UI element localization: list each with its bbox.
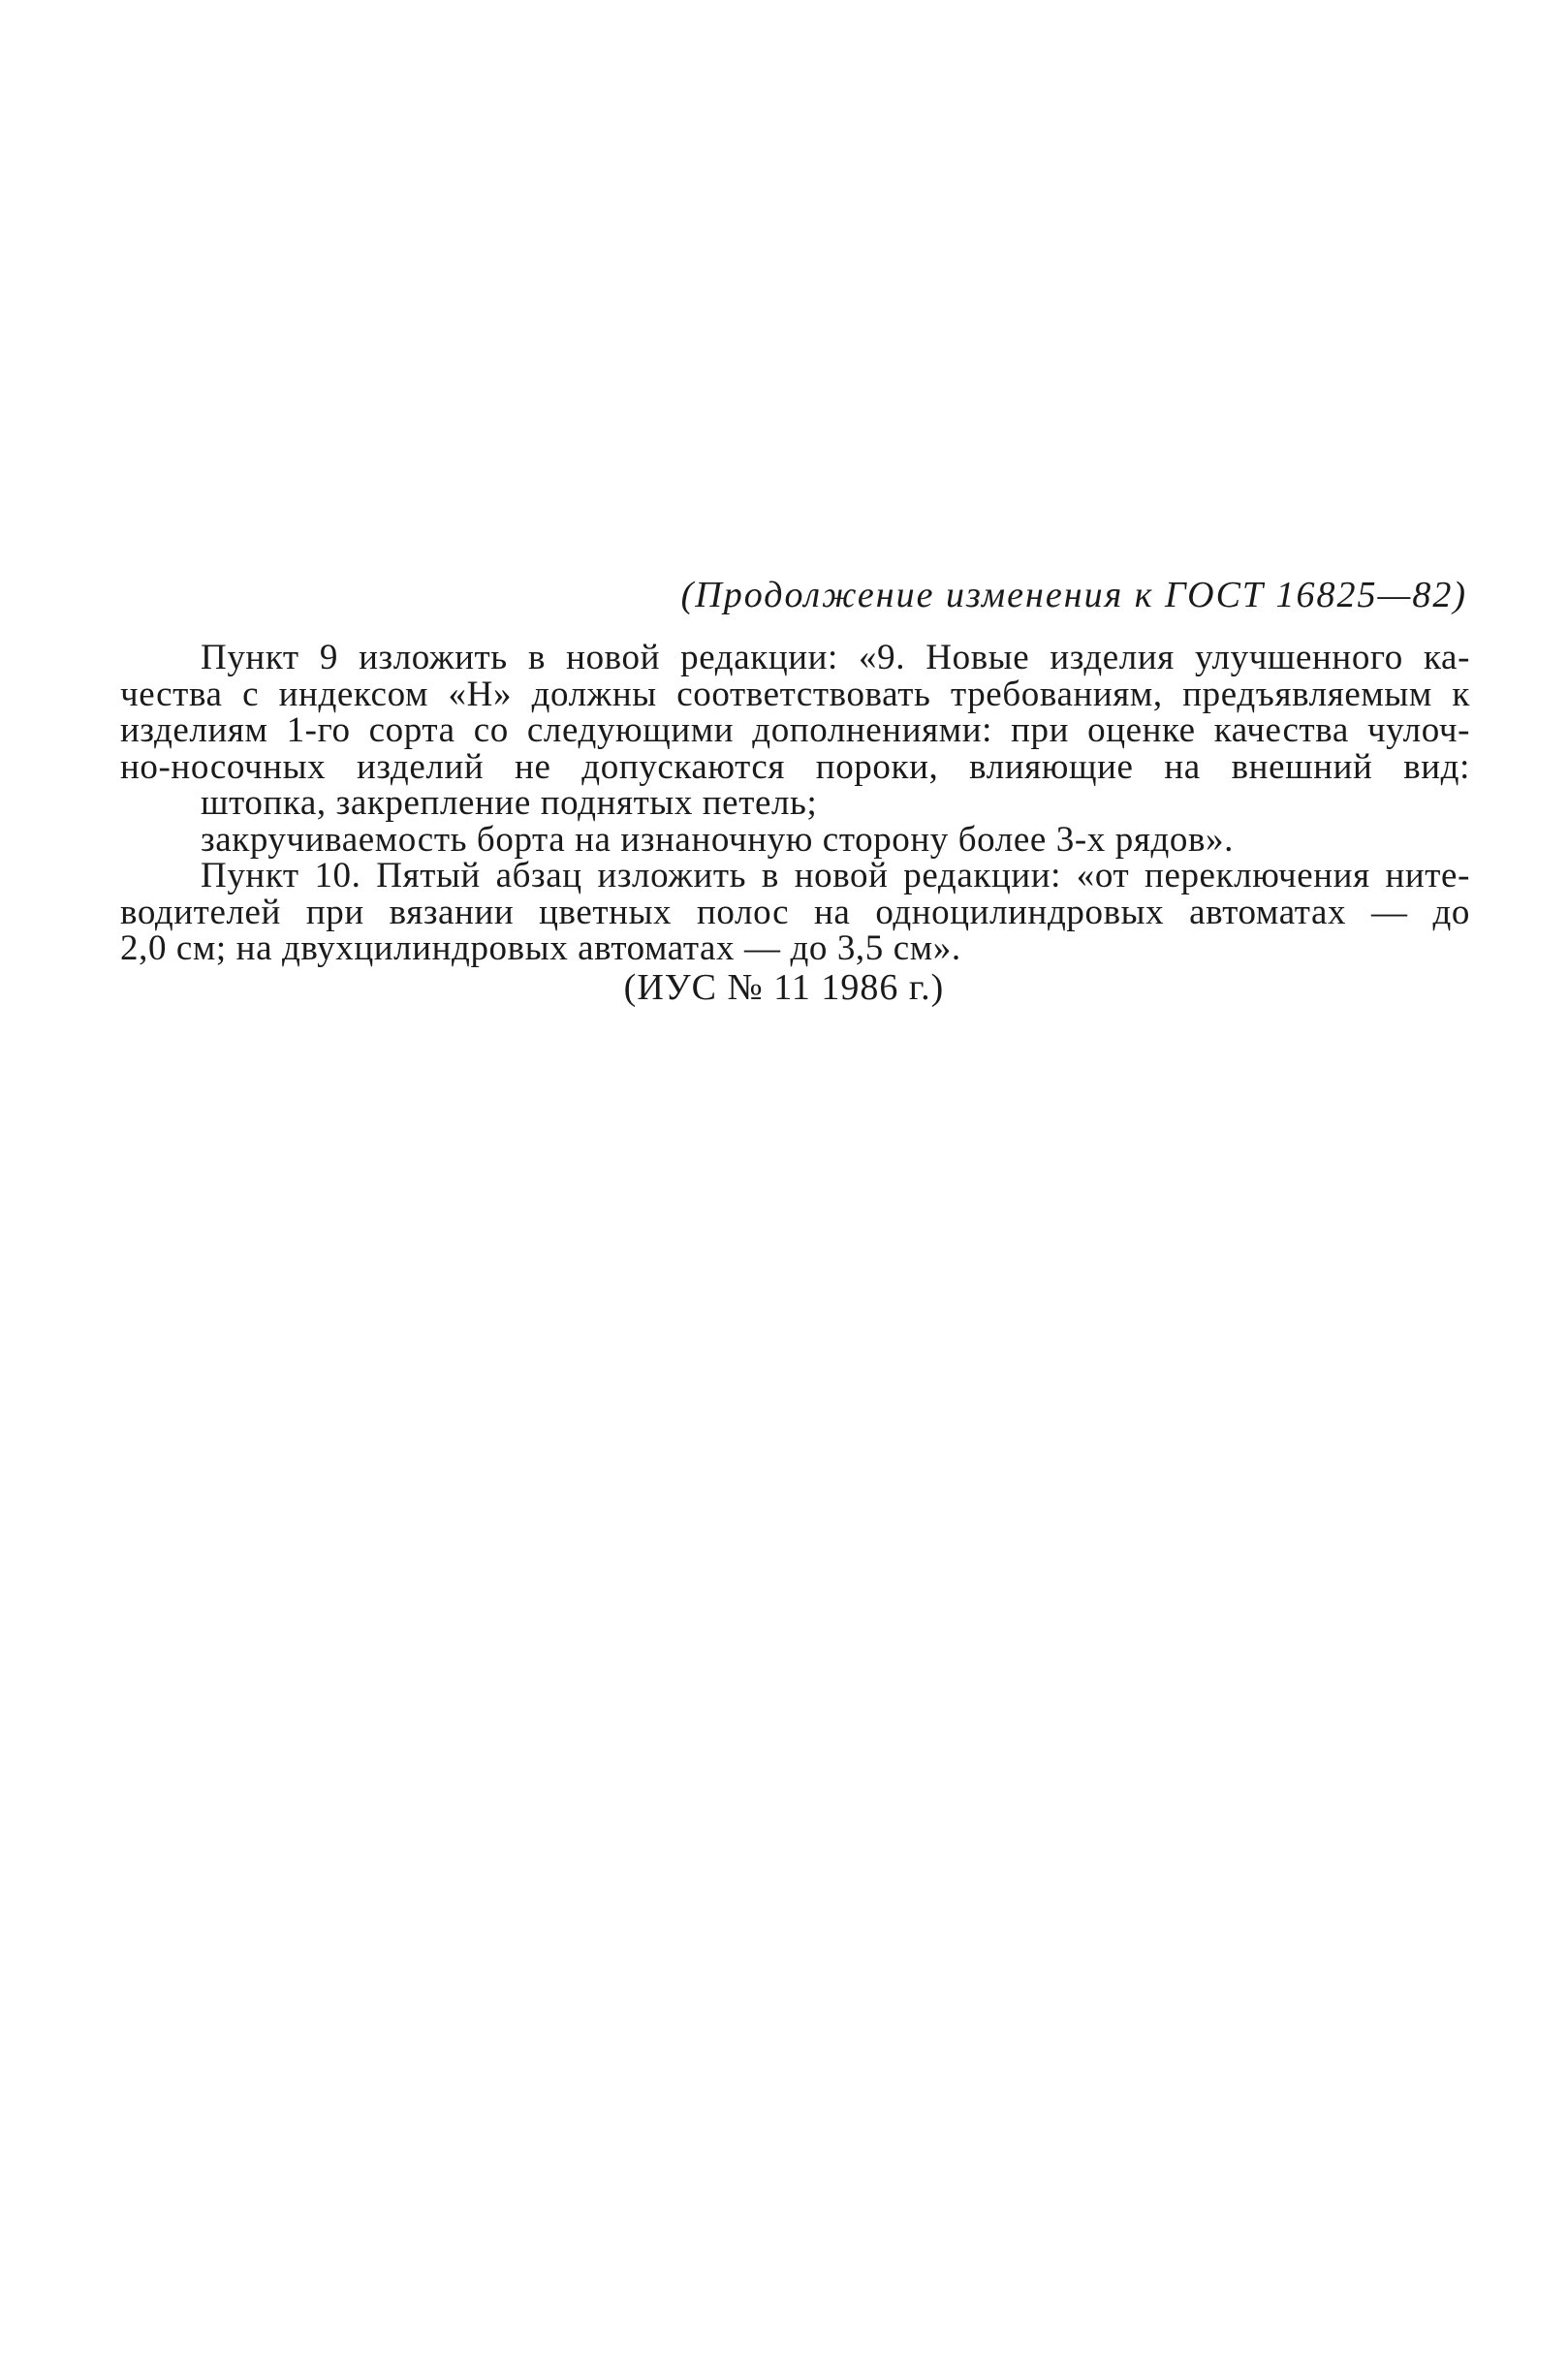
continuation-header: (Продолжение изменения к ГОСТ 16825—82) <box>680 575 1467 615</box>
source-reference: (ИУС № 11 1986 г.) <box>623 967 945 1008</box>
paragraph-line: но-носочных изделий не допускаются пороки, влияющие на внешний вид: <box>120 746 1470 787</box>
paragraph-line: изделиям 1-го сорта со следующими дополнениями: при оценке качества чулоч- <box>120 710 1470 750</box>
paragraph-line: водителей при вязании цветных полос на одноцилиндровых автоматах — до <box>120 892 1470 932</box>
paragraph-line: Пункт 9 изложить в новой редакции: «9. Новые изделия улучшенного ка- <box>201 638 1470 677</box>
paragraph-line: закручиваемость борта на изнаночную сторону более 3-х рядов». <box>201 819 1234 860</box>
document-body <box>120 638 1470 968</box>
paragraph-line: 2,0 см; на двухцилиндровых автоматах — до 3,5 см». <box>120 928 961 968</box>
paragraph-line: Пункт 10. Пятый абзац изложить в новой редакции: «от переключения ните- <box>201 856 1470 895</box>
paragraph-line: чества с индексом «Н» должны соответствовать требованиям, предъявляемым к <box>120 674 1470 714</box>
paragraph-line: штопка, закрепление поднятых петель; <box>201 783 818 823</box>
